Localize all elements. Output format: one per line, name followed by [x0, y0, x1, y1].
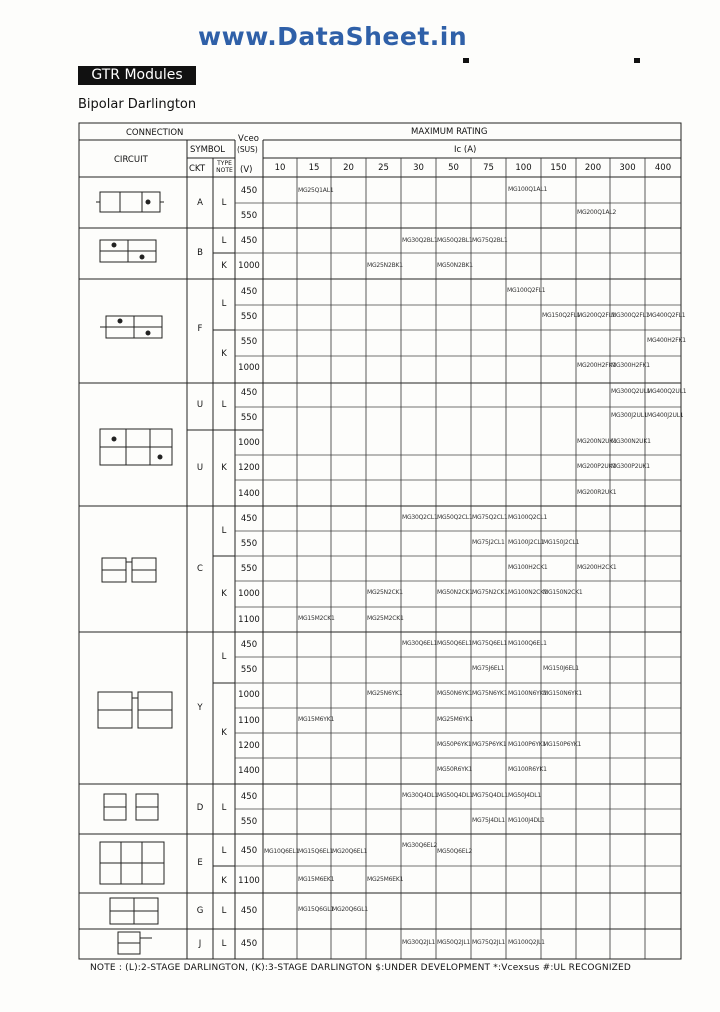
ckt-c: C	[197, 564, 203, 574]
part-number: MG150J2CL1	[543, 539, 580, 546]
voltage: 1000	[238, 261, 260, 271]
current-300: 300	[619, 163, 636, 173]
part-number: MG75N6YK1	[472, 690, 508, 697]
ckt-f: F	[197, 324, 203, 334]
type-a-l: L	[221, 198, 227, 208]
part-number: MG75N2CK1	[472, 589, 508, 596]
type-b-l: L	[221, 236, 227, 246]
part-number: MG50Q6EL2	[437, 848, 473, 855]
part-number: MG300Q2UL1	[611, 388, 651, 395]
type-c-l: L	[221, 526, 227, 536]
header-unit-v: (V)	[240, 165, 253, 175]
part-number: MG15Q6GL1	[298, 906, 335, 913]
type-j-l: L	[221, 939, 227, 949]
type-y-l: L	[221, 652, 227, 662]
part-number: MG25N2BK1	[367, 262, 403, 269]
part-number: MG30Q6EL2	[402, 842, 438, 849]
part-number: MG50P6YK1	[437, 741, 472, 748]
ckt-u-k: U	[196, 463, 204, 473]
part-number: MG10Q6EL1	[264, 848, 300, 855]
type-g-l: L	[221, 906, 227, 916]
part-number: MG50N6YK1	[437, 690, 473, 697]
part-number: MG25M2CK1	[367, 615, 404, 622]
part-number: MG300Q2FL1	[611, 312, 650, 319]
type-c-k: K	[221, 589, 227, 599]
header-circuit: CIRCUIT	[114, 155, 148, 165]
part-number: MG50Q2JL1	[437, 939, 471, 946]
header-ckt: CKT	[189, 164, 206, 174]
part-number: MG400Q2UL1	[647, 388, 687, 395]
type-u-k: K	[221, 463, 227, 473]
part-number: MG25M6YK1	[437, 716, 474, 723]
part-number: MG100H2CK1	[508, 564, 548, 571]
part-number: MG100Q2CL1	[508, 514, 548, 521]
part-number: MG200P2UK1	[577, 463, 616, 470]
part-number: MG150Q2FL1	[542, 312, 581, 319]
header-connection: CONNECTION	[126, 128, 184, 138]
voltage: 450	[240, 846, 258, 856]
part-number: MG200H2CK1	[577, 564, 617, 571]
ckt-a: A	[197, 198, 203, 208]
part-number: MG20Q6EL1	[332, 848, 368, 855]
part-number: MG100J4DL1	[508, 817, 545, 824]
part-number: MG75J6EL1	[472, 665, 505, 672]
voltage: 1000	[238, 690, 260, 700]
part-number: MG50R6YK1	[437, 766, 473, 773]
voltage: 550	[240, 539, 258, 549]
voltage: 1200	[238, 741, 260, 751]
current-100: 100	[515, 163, 532, 173]
voltage: 550	[240, 665, 258, 675]
part-number: MG50Q6EL1	[437, 640, 473, 647]
voltage: 1100	[238, 876, 260, 886]
voltage: 450	[240, 939, 258, 949]
voltage: 1000	[238, 438, 260, 448]
current-200: 200	[584, 163, 602, 173]
part-number: MG75Q2CL1	[472, 514, 508, 521]
current-150: 150	[550, 163, 567, 173]
part-number: MG50Q4DL1	[437, 792, 473, 799]
current-10: 10	[274, 163, 286, 173]
header-vceo: Vceo	[238, 134, 259, 144]
type-f-k: K	[221, 349, 227, 359]
part-number: MG75J2CL1	[472, 539, 505, 546]
part-number: MG100J2CL1	[508, 539, 545, 546]
voltage: 450	[240, 640, 258, 650]
part-number: MG75Q2JL1	[472, 939, 506, 946]
voltage: 450	[240, 792, 258, 802]
part-number: MG400H2FK1	[647, 337, 686, 344]
part-number: MG75Q4DL1	[472, 792, 508, 799]
part-number: MG30Q2BL1	[402, 237, 438, 244]
voltage: 1100	[238, 615, 260, 625]
part-number: MG300J2UL1	[611, 412, 648, 419]
part-number: MG75J4DL1	[472, 817, 506, 824]
part-number: MG75Q6EL1	[472, 640, 508, 647]
part-number: MG150N6YK1	[543, 690, 583, 697]
part-number: MG200Q2FL1	[577, 312, 616, 319]
header-ic: Ic (A)	[454, 145, 477, 155]
part-number: MG20Q6GL1	[332, 906, 369, 913]
voltage: 1200	[238, 463, 260, 473]
part-number: MG15M6YK1	[298, 716, 335, 723]
part-number: MG30Q2JL1	[402, 939, 436, 946]
part-number: MG50Q2BL1	[437, 237, 473, 244]
type-e-k: K	[221, 876, 227, 886]
ckt-e: E	[197, 858, 203, 868]
part-number: MG200R2UK1	[577, 489, 617, 496]
part-number: MG300H2FK1	[611, 362, 650, 369]
part-number: MG200H2FK1	[577, 362, 616, 369]
part-number: MG25N6YK1	[367, 690, 403, 697]
watermark-url[interactable]: www.DataSheet.in	[198, 22, 468, 51]
type-e-l: L	[221, 846, 227, 856]
part-number: MG15M2CK1	[298, 615, 335, 622]
ckt-u-l: U	[196, 400, 204, 410]
voltage: 1000	[238, 363, 260, 373]
part-number: MG15M6EK1	[298, 876, 335, 883]
ckt-b: B	[197, 248, 203, 258]
part-number: MG300P2UK1	[611, 463, 650, 470]
type-u-l: L	[221, 400, 227, 410]
type-b-k: K	[221, 261, 227, 271]
voltage: 1100	[238, 716, 260, 726]
part-number: MG200Q1AL2	[577, 209, 617, 216]
type-y-k: K	[221, 728, 227, 738]
part-number: MG100Q1AL1	[508, 186, 548, 193]
part-number: MG15Q6EL1	[298, 848, 334, 855]
type-d-l: L	[221, 803, 227, 813]
part-number: MG100Q6EL1	[508, 640, 547, 647]
header-type-note: TYPE NOTE	[216, 160, 233, 174]
ckt-g: G	[196, 906, 204, 916]
voltage: 550	[240, 337, 258, 347]
voltage: 550	[240, 817, 258, 827]
part-number: MG25Q1AL1	[298, 187, 334, 194]
part-number: MG400J2UL1	[647, 412, 684, 419]
ckt-j: J	[198, 939, 202, 949]
voltage: 450	[240, 287, 258, 297]
part-number: MG50N2CK1	[437, 589, 473, 596]
current-15: 15	[308, 163, 320, 173]
voltage: 1000	[238, 589, 260, 599]
voltage: 450	[240, 388, 258, 398]
part-number: MG100P6YK1	[508, 741, 547, 748]
header-sus: (SUS)	[237, 145, 258, 154]
part-number: MG300N2UK1	[611, 438, 651, 445]
part-number: MG75Q2BL1	[472, 237, 508, 244]
part-number: MG30Q2CL1	[402, 514, 438, 521]
current-400: 400	[654, 163, 672, 173]
voltage: 450	[240, 514, 258, 524]
ckt-d: D	[196, 803, 204, 813]
part-number: MG75P6YK1	[472, 741, 507, 748]
part-number: MG400Q2FL1	[647, 312, 686, 319]
part-number: MG50N2BK1	[437, 262, 473, 269]
part-number: MG50Q2CL1	[437, 514, 473, 521]
part-number: MG200N2UK1	[577, 438, 617, 445]
section-banner: GTR Modules	[78, 66, 196, 85]
part-number: MG100R6YK1	[508, 766, 547, 773]
part-number: MG100Q2JL1	[508, 939, 545, 946]
part-number: MG100N6YK1	[508, 690, 548, 697]
type-f-l: L	[221, 299, 227, 309]
voltage: 1400	[238, 766, 260, 776]
current-30: 30	[413, 163, 424, 173]
voltage: 450	[240, 236, 258, 246]
voltage: 450	[240, 906, 258, 916]
ckt-y: Y	[197, 703, 203, 713]
part-number: MG25N2CK1	[367, 589, 403, 596]
part-number: MG150N2CK1	[543, 589, 583, 596]
voltage: 1400	[238, 489, 260, 499]
current-20: 20	[343, 163, 354, 173]
part-number: MG100N2CK1	[508, 589, 548, 596]
part-number: MG150J6EL1	[543, 665, 579, 672]
part-number: MG25M6EK1	[367, 876, 404, 883]
page-subtitle: Bipolar Darlington	[78, 97, 197, 112]
current-25: 25	[378, 163, 389, 173]
part-number: MG30Q6EL1	[402, 640, 438, 647]
part-number: MG100Q2FL1	[507, 287, 546, 294]
part-number: MG50J4DL1	[508, 792, 542, 799]
part-number: MG150P6YK1	[543, 741, 582, 748]
current-50: 50	[448, 163, 459, 173]
current-75: 75	[483, 163, 494, 173]
voltage: 550	[240, 413, 258, 423]
footnote: NOTE : (L):2-STAGE DARLINGTON, (K):3-STAGE DARLINGTON $:UNDER DEVELOPMENT *:Vcexsus #:UL RECOGNIZED	[90, 963, 632, 973]
part-number: MG30Q4DL1	[402, 792, 438, 799]
header-maximum-rating: MAXIMUM RATING	[411, 127, 488, 137]
voltage: 550	[240, 211, 258, 221]
header-symbol: SYMBOL	[190, 145, 226, 155]
voltage: 550	[240, 312, 258, 322]
voltage: 550	[240, 564, 258, 574]
voltage: 450	[240, 186, 258, 196]
